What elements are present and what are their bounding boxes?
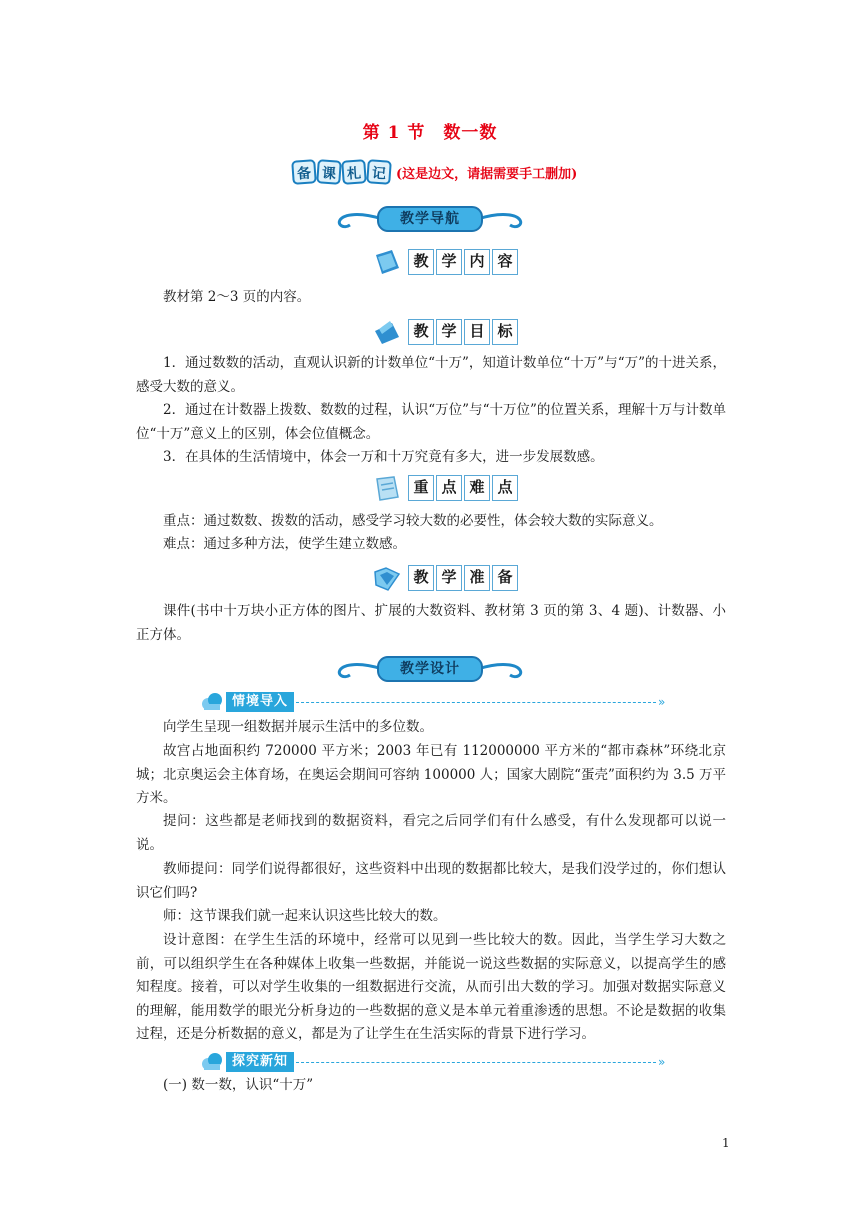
section-char: 难 [464, 475, 490, 501]
section-char: 教 [408, 249, 434, 275]
note-tag-char: 札 [341, 159, 367, 185]
difficulty-text: 难点：通过多种方法，使学生建立数感。 [163, 536, 406, 552]
goal-item-1: 1．通过数数的活动，直观认识新的计数单位“十万”，知道计数单位“十万”与“万”的十进关系，感受大数的意义。 [136, 355, 726, 395]
section-char: 教 [408, 319, 434, 345]
dashed-line [296, 702, 656, 703]
content-text: 教材第 2～3 页的内容。 [163, 289, 311, 305]
section-teaching-content [372, 246, 520, 278]
note-tag-char: 备 [291, 159, 317, 185]
ribbon-label: 教学设计 [400, 661, 460, 677]
goal-item-3: 3．在具体的生活情境中，体会一万和十万究竟有多大，进一步发展数感。 [163, 449, 604, 465]
part-bar-intro [200, 690, 665, 714]
section-char: 目 [464, 319, 490, 345]
dashed-line [296, 1062, 656, 1063]
intro-paragraph-4: 教师提问：同学们说得都很好，这些资料中出现的数据都比较大，是我们没学过的，你们想认识它们吗? [136, 861, 726, 901]
cloud-icon [200, 691, 224, 713]
intro-paragraph-3: 提问：这些都是老师找到的数据资料，看完之后同学们有什么感受，有什么发现都可以说一说。 [136, 813, 726, 853]
part-bar-explore [200, 1050, 665, 1074]
section-char: 内 [464, 249, 490, 275]
ribbon-teaching-nav [330, 200, 530, 236]
section-teaching-goals [372, 316, 520, 348]
section-char: 标 [492, 319, 518, 345]
notebook-icon [372, 473, 402, 503]
section-char: 教 [408, 565, 434, 591]
section-char: 点 [492, 475, 518, 501]
section-key-difficult [372, 472, 520, 504]
page-title: 第 1 节 数一数 [362, 123, 498, 143]
section-char: 学 [436, 319, 462, 345]
goal-item-2: 2．通过在计数器上拨数、数数的过程，认识“万位”与“十万位”的位置关系，理解十万与计数单位“十万”意义上的区别，体会位值概念。 [136, 402, 726, 442]
section-teaching-prep [372, 562, 520, 594]
folder-icon [372, 563, 402, 593]
section-char: 准 [464, 565, 490, 591]
section-char: 容 [492, 249, 518, 275]
section-char: 点 [436, 475, 462, 501]
part-label: 情境导入 [226, 692, 294, 712]
lesson-note-text: (这是边文，请据需要手工删加) [396, 166, 578, 182]
intro-paragraph-1: 向学生呈现一组数据并展示生活中的多位数。 [163, 719, 433, 735]
arrow-icon: » [658, 1055, 666, 1069]
section-char: 重 [408, 475, 434, 501]
explore-subheading: (一) 数一数，认识“十万” [163, 1077, 314, 1093]
section-char: 学 [436, 249, 462, 275]
key-point-text: 重点：通过数数、拨数的活动，感受学习较大数的必要性，体会较大数的实际意义。 [163, 513, 663, 529]
ribbon-teaching-design [330, 650, 530, 686]
arrow-icon: » [658, 695, 666, 709]
section-char: 学 [436, 565, 462, 591]
prep-text: 课件(书中十万块小正方体的图片、扩展的大数资料、教材第 3 页的第 3、4 题)、计数器、小正方体。 [136, 603, 726, 643]
intro-paragraph-2: 故宫占地面积约 720000 平方米；2003 年已有 112000000 平方米的“都市森林”环绕北京城；北京奥运会主体育场，在奥运会期间可容纳 100000 人；国家大剧院“蛋壳”面积约为 3.5 万平方米。 [136, 743, 726, 806]
design-intent-paragraph: 设计意图：在学生生活的环境中，经常可以见到一些比较大的数。因此，当学生学习大数之前，可以组织学生在各种媒体上收集一些数据，并能说一说这些数据的实际意义，以提高学生的感知程度。接着，可以对学生收集的一组数据进行交流，从而引出大数的学习。加强对数据实际意义的理解，能用数学的眼光分析身边的一些数据的意义是本单元着重渗透的思想。不论是数据的收集过程，还是分析数据的意义，都是为了让学生在生活实际的背景下进行学习。 [136, 932, 726, 1042]
lesson-note-row [292, 158, 577, 186]
part-label: 探究新知 [226, 1052, 294, 1072]
note-tag-char: 记 [366, 159, 392, 185]
lesson-note-tag [292, 160, 392, 184]
book-icon [372, 247, 402, 277]
section-char: 备 [492, 565, 518, 591]
pencil-book-icon [372, 317, 402, 347]
cloud-icon [200, 1051, 224, 1073]
intro-paragraph-5: 师：这节课我们就一起来认识这些比较大的数。 [163, 908, 447, 924]
note-tag-char: 课 [316, 159, 342, 185]
page-number: 1 [722, 1136, 730, 1150]
ribbon-label: 教学导航 [400, 211, 460, 227]
